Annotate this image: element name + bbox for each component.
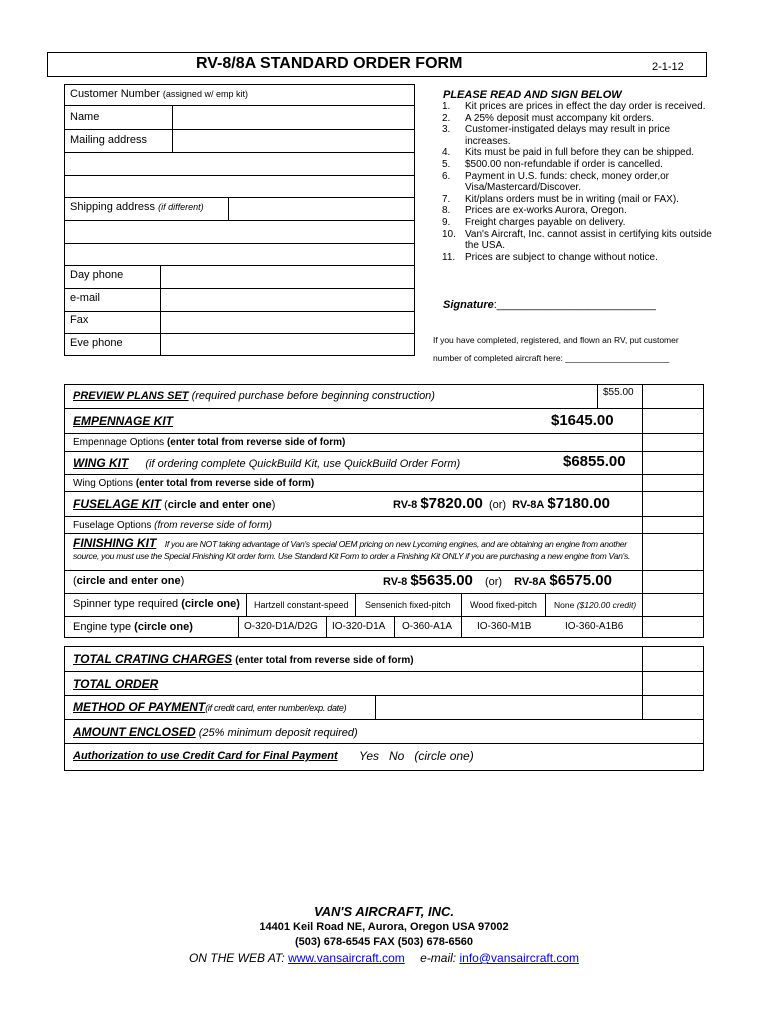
customer-number-label: Customer Number (assigned w/ emp kit): [70, 88, 248, 100]
wing-kit-price: $6855.00: [563, 453, 626, 470]
fuselage-kit-prices[interactable]: RV-8 $7820.00 (or) RV-8A $7180.00: [393, 495, 610, 512]
finishing-amount-field[interactable]: [644, 572, 702, 592]
website-link[interactable]: www.vansaircraft.com: [288, 951, 405, 965]
instructions-list: [442, 101, 712, 263]
form-date: 2-1-12: [652, 61, 684, 73]
shipping-address-line-3[interactable]: [66, 245, 413, 264]
empennage-options-label: Empennage Options (enter total from reverse side of form): [73, 437, 346, 448]
shipping-address-field[interactable]: [230, 199, 413, 219]
finishing-circle-label: (circle and enter one): [73, 575, 185, 587]
empennage-kit-amount-field[interactable]: [644, 410, 702, 432]
eve-phone-field[interactable]: [162, 335, 413, 355]
finishing-kit-prices[interactable]: RV-8 $5635.00 (or) RV-8A $6575.00: [383, 572, 612, 589]
empennage-kit-price: $1645.00: [551, 412, 614, 429]
list-item: 4. Kits must be paid in full before they can be shipped.: [442, 147, 695, 159]
mailing-address-line-2[interactable]: [66, 154, 413, 174]
engine-option-o360[interactable]: O-360-A1A: [402, 621, 453, 632]
day-phone-label: Day phone: [70, 269, 124, 281]
email-label: e-mail: [70, 292, 100, 304]
wing-kit-label: WING KIT (if ordering complete QuickBuild Kit, use QuickBuild Order Form): [73, 456, 461, 470]
company-phones: (503) 678-6545 FAX (503) 678-6560: [295, 936, 473, 948]
engine-option-io360-a1b6[interactable]: IO-360-A1B6: [565, 621, 624, 632]
finishing-kit-amount-field[interactable]: [644, 535, 702, 569]
total-order-label: TOTAL ORDER: [73, 677, 159, 691]
mailing-address-field[interactable]: [174, 131, 413, 151]
engine-type-label: Engine type (circle one): [73, 621, 193, 633]
company-address: 14401 Keil Road NE, Aurora, Oregon USA 97002: [259, 921, 509, 933]
fax-label: Fax: [70, 314, 89, 326]
list-item: 1. Kit prices are prices in effect the day order is received.: [442, 101, 706, 112]
engine-option-io320[interactable]: IO-320-D1A: [332, 621, 386, 632]
list-item: 3. Customer-instigated delays may result in price increases.: [442, 124, 671, 147]
list-item: 2. A 25% deposit must accompany kit orders.: [442, 112, 654, 124]
shipping-address-line-2[interactable]: [66, 222, 413, 242]
form-title: RV-8/8A STANDARD ORDER FORM: [196, 55, 463, 72]
wing-kit-amount-field[interactable]: [644, 453, 702, 473]
total-order-amount-field[interactable]: [644, 673, 702, 694]
email-link[interactable]: info@vansaircraft.com: [459, 951, 580, 965]
payment-method-label: METHOD OF PAYMENT(if credit card, enter number/exp. date): [73, 700, 347, 714]
list-item: 8. Prices are ex-works Aurora, Oregon.: [442, 205, 627, 217]
company-web: ON THE WEB AT: www.vansaircraft.com e-mail: info@vansaircraft.com: [188, 951, 580, 965]
empennage-options-amount-field[interactable]: [644, 435, 702, 450]
credit-card-authorization-options[interactable]: Yes No (circle one): [359, 749, 474, 763]
engine-option-io360-m1b[interactable]: IO-360-M1B: [477, 621, 532, 632]
shipping-address-label: Shipping address (if different): [70, 201, 204, 213]
total-crating-amount-field[interactable]: [644, 648, 702, 670]
list-item: 6. Payment in U.S. funds: check, money order,or Visa/Mastercard/Discover.: [442, 170, 669, 194]
spinner-option-none[interactable]: None ($120.00 credit): [554, 600, 637, 610]
spinner-type-label: Spinner type required (circle one): [73, 598, 240, 610]
mailing-address-line-3[interactable]: [66, 177, 413, 196]
email-field[interactable]: [162, 290, 413, 310]
instructions-heading: PLEASE READ AND SIGN BELOW: [443, 89, 622, 101]
wing-options-amount-field[interactable]: [644, 476, 702, 490]
total-crating-label: TOTAL CRATING CHARGES (enter total from reverse side of form): [73, 652, 414, 666]
fuselage-options-amount-field[interactable]: [644, 518, 702, 532]
fuselage-kit-amount-field[interactable]: [644, 493, 702, 515]
signature-line[interactable]: Signature:__________________________: [443, 299, 656, 311]
name-field[interactable]: [174, 107, 413, 127]
list-item: 5. $500.00 non-refundable if order is cancelled.: [442, 158, 663, 170]
list-item: 7. Kit/plans orders must be in writing (mail or FAX).: [442, 193, 679, 205]
preview-plans-price: $55.00: [603, 387, 634, 398]
fuselage-kit-label: FUSELAGE KIT (circle and enter one): [73, 497, 276, 511]
spinner-option-hartzell[interactable]: Hartzell constant-speed: [254, 600, 349, 610]
fax-field[interactable]: [162, 313, 413, 332]
empennage-kit-label: EMPENNAGE KIT: [73, 414, 174, 428]
credit-card-authorization-label: Authorization to use Credit Card for Final Payment: [73, 750, 338, 762]
preview-plans-label: PREVIEW PLANS SET (required purchase before beginning construction): [73, 390, 435, 402]
engine-option-o320[interactable]: O-320-D1A/D2G: [244, 621, 318, 632]
eve-phone-label: Eve phone: [70, 337, 123, 349]
list-item: 11. Prices are subject to change without notice.: [442, 251, 658, 263]
list-item: 10. Van's Aircraft, Inc. cannot assist in certifying kits outside the USA.: [442, 228, 712, 252]
amount-enclosed-field[interactable]: [644, 721, 702, 742]
completed-aircraft-note: If you have completed, registered, and flown an RV, put customer number of completed aircraft here: ______________________: [433, 335, 679, 363]
day-phone-field[interactable]: [162, 267, 413, 287]
wing-options-label: Wing Options (enter total from reverse side of form): [73, 478, 315, 489]
mailing-address-label: Mailing address: [70, 134, 148, 146]
payment-method-field[interactable]: [377, 697, 702, 718]
finishing-kit-label: FINISHING KIT If you are NOT taking advantage of Van's special OEM pricing on new Lycoming engines, and are obtaining an engine from another source, you must use the Special Finishing Kit order form. Use Standard Kit Form to order a Finishing Kit ONLY if you are purchasing a new engine from Van's.: [73, 536, 631, 561]
list-item: 9. Freight charges payable on delivery.: [442, 216, 626, 228]
name-label: Name: [70, 111, 100, 123]
spinner-option-wood[interactable]: Wood fixed-pitch: [470, 600, 537, 610]
amount-enclosed-label: AMOUNT ENCLOSED (25% minimum deposit required): [73, 725, 358, 739]
company-name: VAN'S AIRCRAFT, INC.: [313, 904, 455, 919]
preview-plans-amount-field[interactable]: [644, 386, 702, 407]
customer-number-field[interactable]: [300, 86, 412, 104]
fuselage-options-label: Fuselage Options (from reverse side of form): [73, 520, 272, 531]
spinner-option-sensenich[interactable]: Sensenich fixed-pitch: [365, 600, 451, 610]
